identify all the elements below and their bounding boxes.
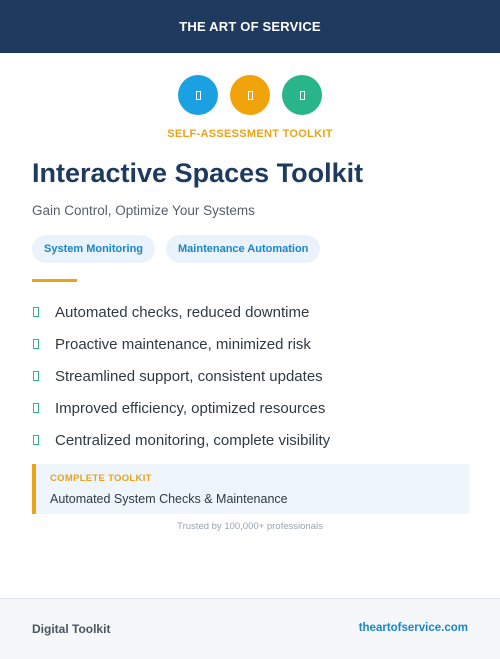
tag-system-monitoring: System Monitoring [32,235,155,263]
list-item [32,392,472,424]
website-link[interactable]: theartofservice.com [358,622,468,634]
tag-list [32,235,320,263]
trust-line: Trusted by 100,000+ professionals [177,521,323,532]
footer-label: Digital Toolkit [32,622,111,636]
brand-title: THE ART OF SERVICE [179,19,321,34]
check-icon [33,339,39,349]
monitor-icon [178,75,218,115]
benefit-text: Automated checks, reduced downtime [55,303,310,321]
footer-bar [0,598,500,659]
page-title: Interactive Spaces Toolkit [32,158,364,188]
benefit-list [32,296,472,456]
list-item [32,328,472,360]
list-item [32,424,472,456]
tool-icon [230,75,270,115]
toolkit-callout [32,464,469,514]
check-icon [33,403,39,413]
benefit-text: Centralized monitoring, complete visibility [55,431,331,449]
benefit-text: Streamlined support, consistent updates [55,367,323,385]
kicker-label: SELF-ASSESSMENT TOOLKIT [167,128,333,140]
check-icon [33,307,39,317]
header-bar [0,0,500,53]
benefit-text: Improved efficiency, optimized resources [55,399,326,417]
list-item [32,360,472,392]
list-item [32,296,472,328]
tag-maintenance-automation: Maintenance Automation [166,235,320,263]
callout-label: COMPLETE TOOLKIT [50,473,152,484]
check-icon [33,371,39,381]
feature-icons [0,75,500,115]
benefit-text: Proactive maintenance, minimized risk [55,335,311,353]
shield-icon [282,75,322,115]
check-icon [33,435,39,445]
page-subtitle: Gain Control, Optimize Your Systems [32,203,255,218]
accent-divider [32,279,77,282]
callout-text: Automated System Checks & Maintenance [50,492,288,506]
